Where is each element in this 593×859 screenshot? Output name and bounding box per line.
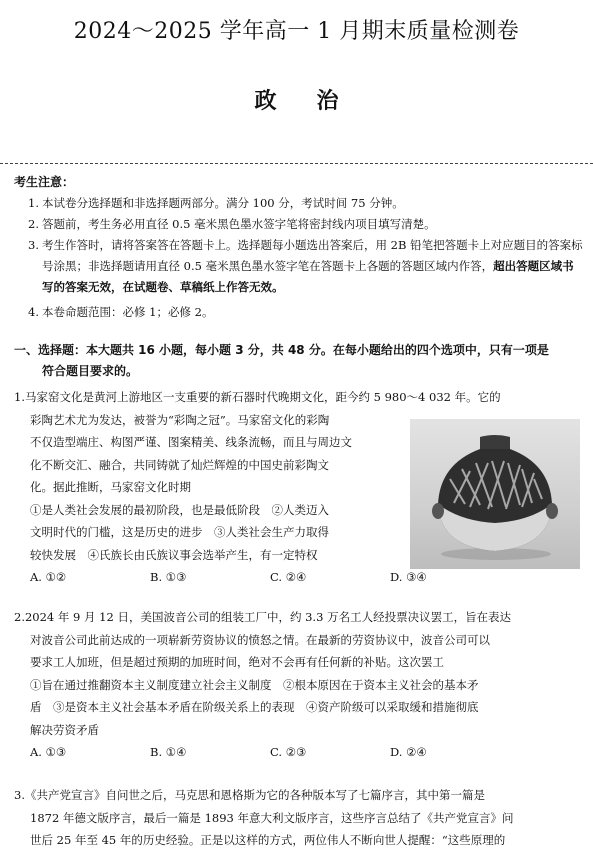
question-1: 1.马家窑文化是黄河上游地区一支重要的新石器时代晚期文化，距今约 5 980～4 032 年。它的 彩陶艺术尤为发达，被誉为“彩陶之冠”。马家窑文化的彩陶 不仅造型端庄、构图严谨、图案精美、线条流畅，而且与周边文 化不断交汇、融合，共同铸就了灿烂辉煌的中国史前彩陶文 化。据此推断，马家窑文化时期 ①是人类社会发展的最初阶段，也是最低阶段 ②人类迈入 文明时代的门槛，这是历史的进步 ③人类社会生产力取得 较快发展 ④氏族长由氏族议事会选举产生，有一定特权 A. ①② B. ①③ C. ②④ D. ③④ (14, 386, 586, 589)
subject-title: 政治 (254, 89, 379, 114)
exam-notice (14, 172, 584, 323)
notice-item-4: 4. 本卷命题范围：必修 1；必修 2。 (28, 305, 214, 319)
dashed-divider (0, 163, 593, 164)
exam-title: 2024～2025 学年高一 1 月期末质量检测卷 (73, 19, 520, 44)
painted-pottery-photo (410, 419, 580, 569)
option-b: B. ①④ (150, 745, 187, 759)
notice-item-1: 1. 本试卷分选择题和非选择题两部分。满分 100 分，考试时间 75 分钟。 (28, 196, 404, 210)
option-d: D. ②④ (390, 745, 427, 759)
notice-warning: 超出答题区域书写的答案无效，在试题卷、草稿纸上作答无效。 (42, 259, 574, 294)
question-3: 3.《共产党宣言》自问世之后，马克思和恩格斯为它的各种版本写了七篇序言，其中第一篇是 1872 年德文版序言，最后一篇是 1893 年意大利文版序言，这些序言总结了《共产党宣言》问 世后 25 年至 45 年的历史经验。正是以这样的方式，两位伟人不断向世人提醒：“这些原理的 (14, 788, 514, 847)
question-2: 2.2024 年 9 月 12 日，美国波音公司的组装工厂中，约 3.3 万名工人经投票决议罢工，旨在表达 对波音公司此前达成的一项崭新劳资协议的愤怒之情。在最新的劳资协议中，波音公司可以 要求工人加班，但是超过预期的加班时间，绝对不会再有任何新的补贴。这次罢工 ①旨在通过推翻资本主义制度建立社会主义制度 ②根本原因在于资本主义社会的基本矛 盾 ③是资本主义社会基本矛盾在阶级关系上的表现 ④资产阶级可以采取缓和措施彻底 解决劳资矛盾 A. ①③ B. ①④ C. ②③ D. ②④ (14, 606, 586, 764)
option-c: C. ②④ (270, 570, 307, 584)
option-d: D. ③④ (390, 570, 427, 584)
option-b: B. ①③ (150, 570, 187, 584)
option-a: A. ①③ (30, 745, 67, 759)
option-c: C. ②③ (270, 745, 307, 759)
pottery-vessel-image (410, 419, 580, 569)
question-1-options (14, 566, 586, 589)
option-a: A. ①② (30, 570, 67, 584)
notice-item-2: 2. 答题前，考生务必用直径 0.5 毫米黑色墨水签字笔将密封线内项目填写清楚。 (28, 217, 436, 231)
notice-heading: 考生注意： (14, 175, 75, 189)
question-2-options (14, 741, 586, 764)
section-heading: 一、选择题：本大题共 16 小题，每小题 3 分，共 48 分。在每小题给出的四个选项中，只有一项是 符合题目要求的。 (14, 343, 549, 378)
notice-item-3: 3. 考生作答时，请将答案答在答题卡上。选择题每小题选出答案后，用 2B 铅笔把答题卡上对应题目的答案标号涂黑；非选择题请用直径 0.5 毫米黑色墨水签字笔在答题卡上各题的答题区域内作答，超出答题区域书写的答案无效，在试题卷、草稿纸上作答无效。 (28, 238, 583, 294)
